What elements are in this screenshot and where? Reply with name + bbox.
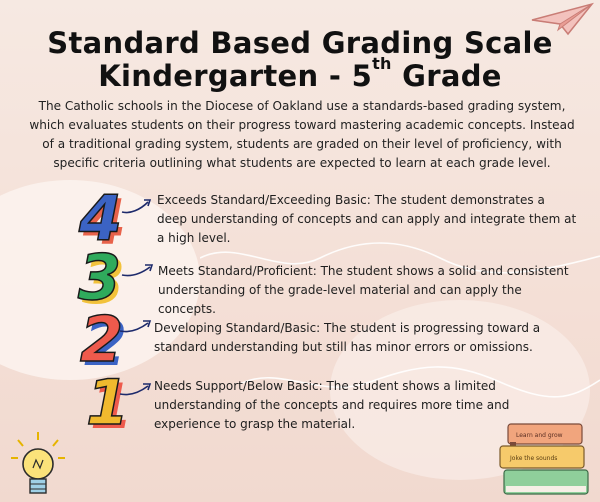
- grade-level-4: [0, 182, 600, 255]
- book-label-1: Learn and grow: [516, 432, 563, 439]
- curved-arrow-icon: [118, 376, 154, 398]
- grade-description-3: Meets Standard/Proficient: The student shows a solid and consistent understanding of the grade-level material and can apply the concepts.: [158, 264, 569, 316]
- intro-paragraph: The Catholic schools in the Diocese of Oakland use a standards-based grading system, which evaluates students on their progress toward mastering academic concepts. Instead of a traditional grading system, students are graded on their level of proficiency, with specific criteria outlining what students are expected to learn at each grade level.: [29, 99, 575, 170]
- grade-number-3: 3: [78, 241, 122, 314]
- subtitle-end: Grade: [391, 59, 502, 93]
- grade-description-2: Developing Standard/Basic: The student is progressing toward a standard understanding but still has minor errors or omissions.: [154, 321, 541, 354]
- grade-number-1: 1: [86, 366, 130, 439]
- book-label-2: Joke the sounds: [510, 455, 558, 462]
- grade-number-4: 4: [79, 182, 123, 255]
- light-bulb-icon: [8, 430, 68, 502]
- grade-level-3: [0, 241, 600, 316]
- curved-arrow-icon: [118, 313, 154, 335]
- subtitle-superscript: th: [372, 54, 392, 74]
- page-title: Standard Based Grading Scale: [47, 26, 553, 60]
- curved-arrow-icon: [120, 257, 156, 279]
- grade-description-4: Exceeds Standard/Exceeding Basic: The student demonstrates a deep understanding of concepts and can apply and integrate them at a high level.: [157, 193, 577, 245]
- subtitle-text: Kindergarten - 5: [98, 59, 373, 93]
- grade-description-1: Needs Support/Below Basic: The student shows a limited understanding of the concepts and requires more time and experience to grasp the material.: [154, 379, 510, 431]
- grade-level-2: [0, 303, 600, 376]
- curved-arrow-icon: [120, 194, 154, 216]
- page-subtitle: [0, 54, 600, 93]
- books-icon: [494, 418, 594, 500]
- grade-number-2: 2: [80, 303, 124, 376]
